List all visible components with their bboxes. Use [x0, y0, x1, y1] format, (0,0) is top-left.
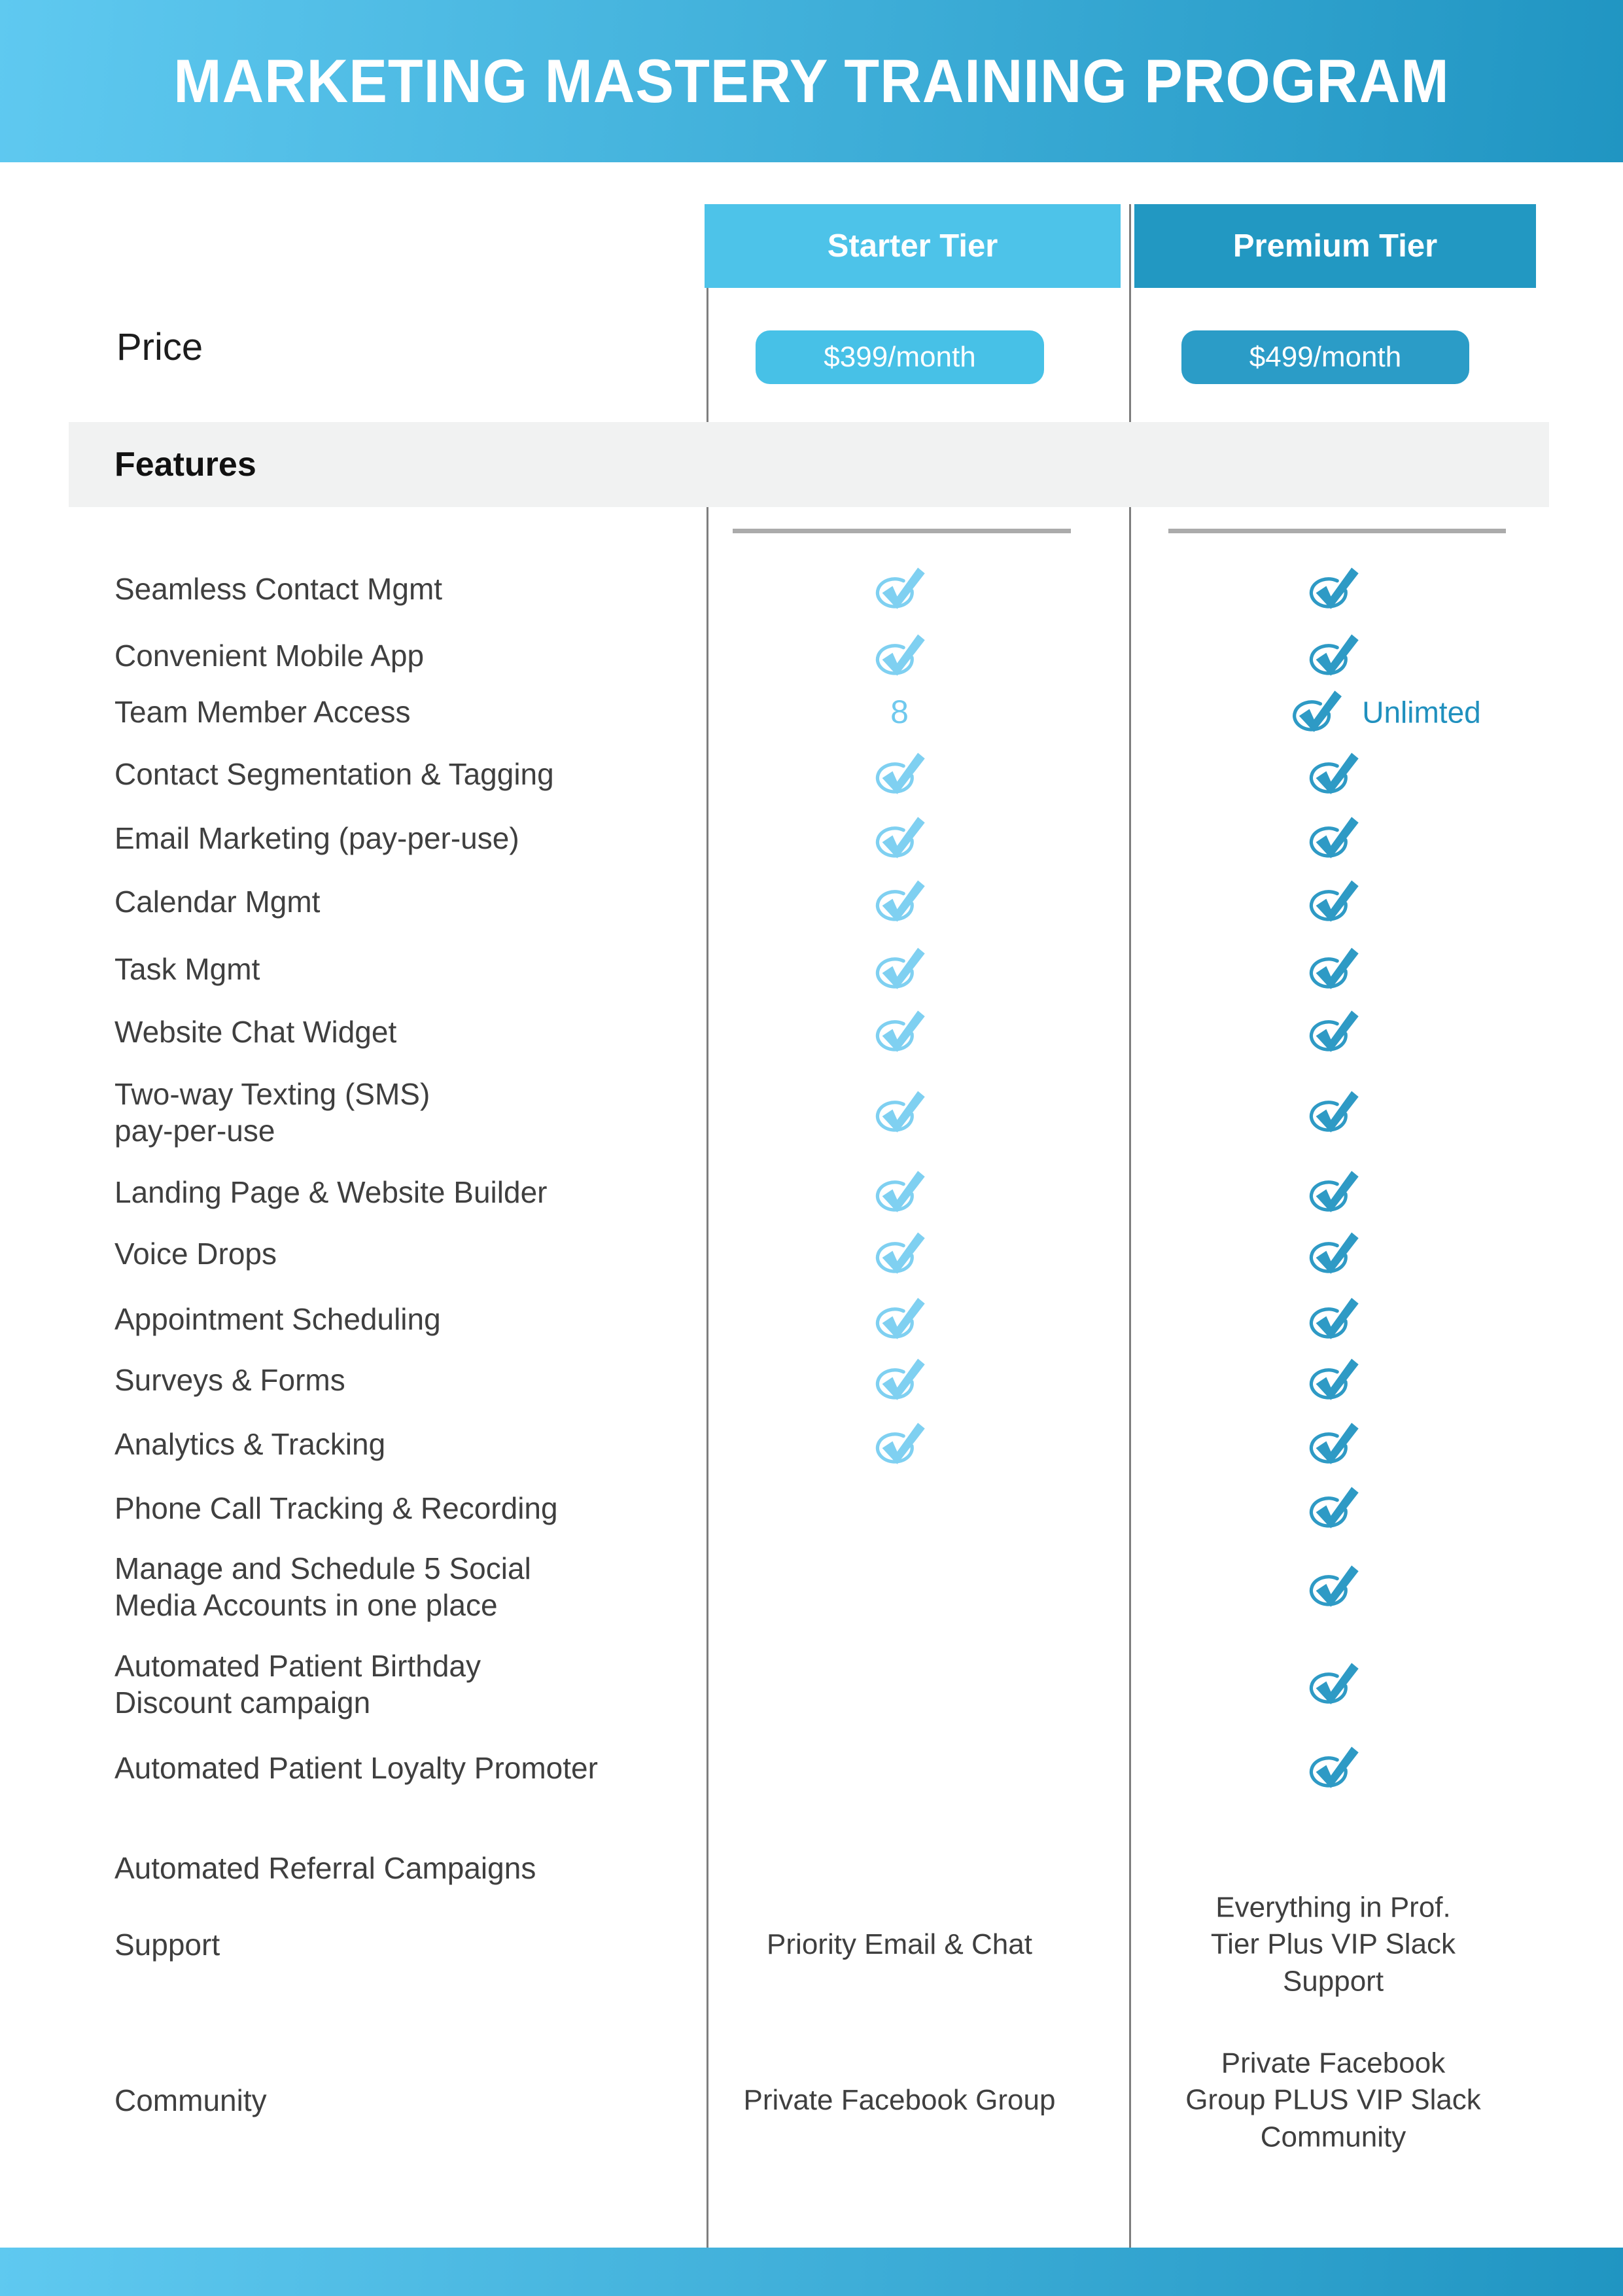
starter-cell: [871, 567, 928, 612]
check-icon: [1304, 1090, 1362, 1135]
check-icon: [1304, 1231, 1362, 1277]
support-premium-value: Everything in Prof. Tier Plus VIP Slack Support: [1210, 1891, 1456, 1998]
feature-row: [0, 1218, 1623, 1290]
check-icon: [871, 816, 928, 861]
feature-label: Landing Page & Website Builder: [114, 1174, 548, 1209]
feature-row: [0, 1060, 1623, 1165]
feature-row: [0, 1534, 1623, 1639]
footer-banner: [0, 2248, 1623, 2296]
feature-label: Analytics & Tracking: [114, 1426, 386, 1461]
check-icon: [1304, 1170, 1362, 1215]
premium-cell: [1304, 879, 1362, 925]
check-icon: [1304, 1010, 1362, 1055]
check-icon: [1304, 633, 1362, 679]
check-icon: [871, 1090, 928, 1135]
feature-label: Convenient Mobile App: [114, 638, 425, 673]
check-icon: [1287, 690, 1345, 735]
support-label: Support: [114, 1928, 220, 1962]
check-icon: [1304, 879, 1362, 925]
feature-label: Surveys & Forms: [114, 1362, 345, 1397]
feature-label: Two-way Texting (SMS) pay-per-use: [114, 1076, 430, 1148]
check-icon: [871, 567, 928, 612]
feature-label: Seamless Contact Mgmt: [114, 571, 443, 606]
check-icon: [1304, 1662, 1362, 1707]
premium-cell: [1304, 1564, 1362, 1610]
check-icon: [871, 1010, 928, 1055]
starter-tier-header: [705, 204, 1121, 288]
feature-row: [0, 1408, 1623, 1480]
check-icon: [1304, 1358, 1362, 1403]
price-row-label: Price: [116, 326, 203, 368]
community-label: Community: [114, 2083, 267, 2117]
community-starter-value: Private Facebook Group: [743, 2084, 1056, 2116]
premium-cell: [1287, 690, 1481, 735]
check-icon: [1304, 1746, 1362, 1791]
feature-label: Contact Segmentation & Tagging: [114, 756, 554, 791]
premium-tier-header: [1134, 204, 1536, 288]
feature-row: [0, 1472, 1623, 1544]
feature-label: Voice Drops: [114, 1236, 277, 1271]
starter-cell: [871, 816, 928, 861]
starter-price: $399/month: [824, 341, 976, 373]
check-icon: [1304, 947, 1362, 992]
check-icon: [1304, 1297, 1362, 1342]
premium-cell: [1304, 1090, 1362, 1135]
starter-cell: [871, 879, 928, 925]
features-section-header: [69, 422, 1549, 507]
feature-row: [0, 933, 1623, 1005]
starter-column-rule: [733, 529, 1071, 533]
starter-cell: [871, 1090, 928, 1135]
feature-label: Appointment Scheduling: [114, 1301, 441, 1336]
support-row: [0, 1873, 1623, 2017]
feature-row: [0, 866, 1623, 938]
starter-cell: [871, 1297, 928, 1342]
starter-price-badge: [756, 330, 1044, 384]
premium-cell: [1304, 1358, 1362, 1403]
premium-cell: [1304, 816, 1362, 861]
premium-cell: [1304, 1231, 1362, 1277]
check-icon: [871, 1422, 928, 1467]
check-icon: [871, 752, 928, 797]
feature-row: [0, 1732, 1623, 1804]
premium-cell: [1304, 947, 1362, 992]
starter-cell: [871, 633, 928, 679]
premium-cell: [1304, 567, 1362, 612]
feature-row: [0, 1344, 1623, 1416]
starter-cell: [871, 1422, 928, 1467]
page-title: MARKETING MASTERY TRAINING PROGRAM: [173, 46, 1450, 115]
feature-label: Automated Patient Loyalty Promoter: [114, 1750, 598, 1785]
premium-value: Unlimted: [1362, 695, 1481, 729]
feature-label: Calendar Mgmt: [114, 884, 321, 919]
premium-cell: [1304, 752, 1362, 797]
starter-cell: [890, 693, 909, 731]
starter-tier-name: Starter Tier: [827, 228, 998, 264]
feature-label: Email Marketing (pay-per-use): [114, 821, 519, 855]
premium-cell: [1304, 1422, 1362, 1467]
feature-row: [0, 996, 1623, 1068]
feature-row: [0, 802, 1623, 874]
starter-cell: [871, 1010, 928, 1055]
starter-cell: [871, 1170, 928, 1215]
premium-price-badge: [1181, 330, 1469, 384]
check-icon: [1304, 1486, 1362, 1531]
check-icon: [871, 879, 928, 925]
premium-tier-name: Premium Tier: [1232, 228, 1438, 264]
check-icon: [1304, 816, 1362, 861]
check-icon: [871, 1170, 928, 1215]
premium-cell: [1304, 1010, 1362, 1055]
premium-column-rule: [1168, 529, 1506, 533]
feature-label: Manage and Schedule 5 Social Media Accounts in one place: [114, 1551, 531, 1622]
check-icon: [871, 1358, 928, 1403]
check-icon: [1304, 1422, 1362, 1467]
check-icon: [871, 1231, 928, 1277]
premium-price: $499/month: [1249, 341, 1402, 373]
starter-cell: [871, 752, 928, 797]
community-row: [0, 2028, 1623, 2172]
feature-label: Website Chat Widget: [114, 1014, 397, 1049]
premium-cell: [1304, 1170, 1362, 1215]
starter-cell: [871, 947, 928, 992]
feature-label: Team Member Access: [114, 694, 411, 729]
features-title: Features: [114, 446, 256, 484]
premium-cell: [1304, 1486, 1362, 1531]
premium-cell: [1304, 633, 1362, 679]
feature-row: [0, 676, 1623, 748]
feature-label: Automated Patient Birthday Discount campaign: [114, 1648, 481, 1720]
feature-row: [0, 553, 1623, 625]
feature-label: Task Mgmt: [114, 951, 260, 986]
feature-label: Phone Call Tracking & Recording: [114, 1491, 558, 1525]
feature-label: Automated Referral Campaigns: [114, 1850, 536, 1885]
check-icon: [1304, 752, 1362, 797]
support-starter-value: Priority Email & Chat: [767, 1928, 1032, 1960]
premium-cell: [1304, 1662, 1362, 1707]
starter-value: 8: [890, 694, 909, 730]
starter-cell: [871, 1358, 928, 1403]
check-icon: [871, 633, 928, 679]
check-icon: [871, 1297, 928, 1342]
premium-cell: [1304, 1297, 1362, 1342]
header-banner: [0, 0, 1623, 162]
feature-row: [0, 1632, 1623, 1737]
community-premium-value: Private Facebook Group PLUS VIP Slack Community: [1185, 2047, 1481, 2153]
starter-cell: [871, 1231, 928, 1277]
feature-row: [0, 738, 1623, 810]
check-icon: [1304, 567, 1362, 612]
premium-cell: [1304, 1746, 1362, 1791]
check-icon: [871, 947, 928, 992]
check-icon: [1304, 1564, 1362, 1610]
